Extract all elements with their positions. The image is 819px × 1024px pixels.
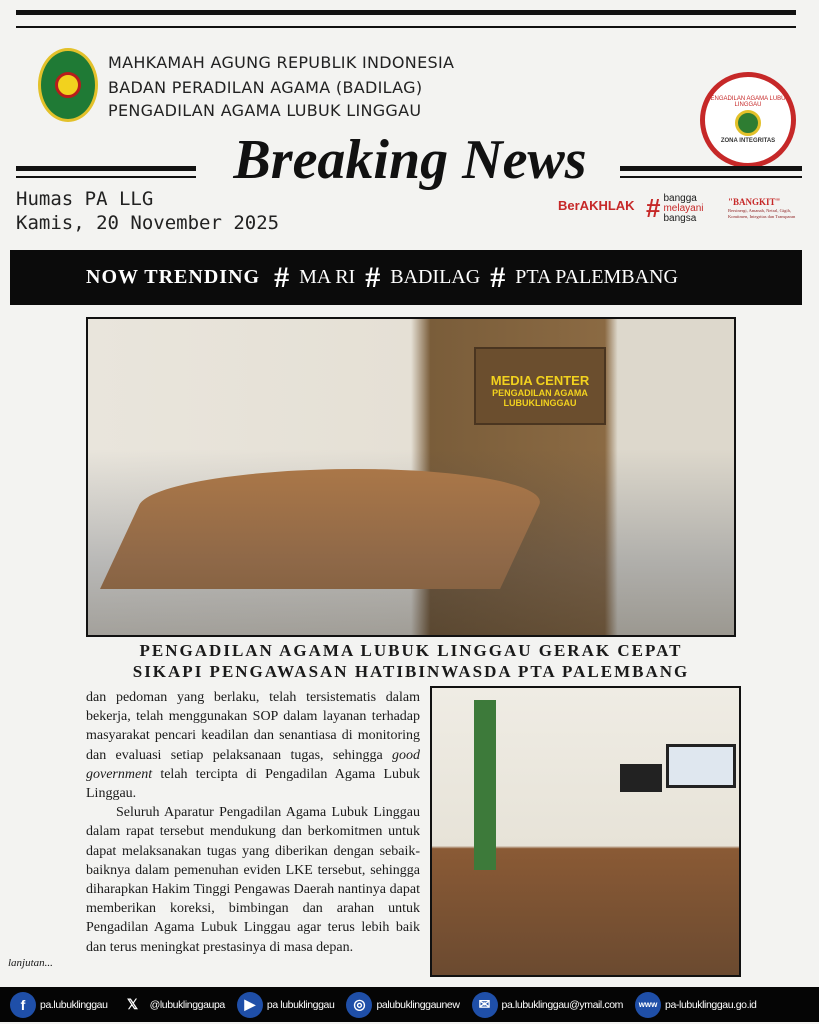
bangga-melayani-badge: [646, 194, 704, 224]
rule: [620, 166, 802, 171]
berakhlak-badge: BerAKHLAK: [558, 198, 635, 213]
bangkit-badge: "BANGKIT": [728, 197, 781, 207]
rule: [16, 176, 196, 178]
attendees: [88, 449, 736, 637]
youtube-icon: ▶: [237, 992, 263, 1018]
mail-icon: ✉: [472, 992, 498, 1018]
sign-text: PENGADILAN AGAMA: [492, 388, 588, 398]
rule: [620, 176, 802, 178]
hashtag-icon: #: [274, 260, 290, 294]
headline-line: SIKAPI PENGAWASAN HATIBINWASDA PTA PALEMBANG: [132, 662, 690, 681]
rule: [16, 166, 196, 171]
zona-integritas-seal: [700, 72, 796, 168]
mahkamah-agung-logo: [38, 48, 98, 122]
top-rule-thin: [16, 26, 796, 28]
author: Humas PA LLG: [16, 188, 154, 210]
paragraph: Seluruh Aparatur Pengadilan Agama Lubuk Linggau dalam rapat tersebut mendukung dan berkomitmen untuk dapat melaksanakan tugas yang diberikan dengan sebaik-baiknya dalam pemenuhan eviden LKE tersebut, sehingga diharapkan Hakim Tinggi Pengawas Daerah nantinya dapat memberikan koreksi, bimbingan dan arahan untuk Pengadilan Agama Lubuk Linggau agar terus lebih baik dan terus meningkat prestasinya di masa depan.: [86, 805, 420, 955]
seal-subtext: ZONA INTEGRITAS: [720, 138, 776, 144]
trending-label: NOW TRENDING: [86, 266, 261, 288]
media-center-sign: [474, 347, 606, 425]
article-headline: [86, 640, 736, 682]
trending-tag[interactable]: PTA PALEMBANG: [515, 266, 678, 288]
bangkit-subtext: Bersinergi, Amanah, Netral, Gigih, Komitmen, Integritas dan Transparan: [728, 208, 796, 219]
meeting-photo-main: [86, 317, 736, 637]
instagram-icon: ◎: [346, 992, 372, 1018]
article-body: [86, 688, 420, 957]
hashtag-icon: #: [365, 260, 381, 294]
paragraph: [86, 688, 420, 803]
x-icon: 𝕏: [126, 996, 139, 1012]
text: dan pedoman yang berlaku, telah tersistematis dalam bekerja, telah menggunakan SOP dalam layanan terhadap masyarakat pencari keadilan dan senantiasa di monitoring dan evaluasi setiap pelaksanaan tugas, sehingga: [86, 690, 420, 763]
trending-tag[interactable]: BADILAG: [390, 266, 481, 288]
headline-line: PENGADILAN AGAMA LUBUK LINGGAU GERAK CEPAT: [139, 641, 683, 660]
seal-text: PENGADILAN AGAMA LUBUK LINGGAU: [706, 96, 790, 108]
bangga-text: bangga: [663, 193, 697, 204]
hash-icon: #: [646, 193, 661, 223]
date: Kamis, 20 November 2025: [16, 212, 280, 234]
meeting-photo-secondary: [430, 686, 741, 977]
facebook-icon: f: [10, 992, 36, 1018]
footer-link[interactable]: pa.lubuklinggau@ymail.com: [501, 998, 624, 1011]
header-line-1: MAHKAMAH AGUNG REPUBLIK INDONESIA: [108, 53, 455, 72]
italic-text: good government: [86, 747, 420, 782]
tv-screen: [620, 764, 662, 792]
footer-link[interactable]: palubuklinggaunew: [376, 998, 460, 1011]
trending-tag[interactable]: MA RI: [299, 266, 356, 288]
header-line-3: PENGADILAN AGAMA LUBUK LINGGAU: [108, 101, 422, 120]
globe-icon: www: [635, 992, 661, 1018]
curtain: [474, 700, 496, 870]
header-line-2: BADAN PERADILAN AGAMA (BADILAG): [108, 78, 423, 97]
footer-link[interactable]: pa-lubuklinggau.go.id: [665, 998, 757, 1011]
hashtag-icon: #: [490, 260, 506, 294]
top-rule: [16, 10, 796, 15]
footer-contacts: [0, 987, 819, 1022]
breaking-news-title: Breaking News: [233, 129, 587, 191]
continued-label: lanjutan...: [8, 957, 53, 969]
trending-bar: [10, 250, 802, 305]
footer-link[interactable]: pa.lubuklinggau: [40, 998, 108, 1011]
footer-link[interactable]: pa lubuklinggau: [266, 998, 335, 1011]
tv-screen: [666, 744, 736, 788]
footer-link[interactable]: @lubuklinggaupa: [149, 998, 225, 1011]
sign-text: MEDIA CENTER: [490, 373, 590, 388]
bangsa-text: bangsa: [663, 213, 697, 224]
text: telah tercipta di Pengadilan Agama Lubuk Linggau.: [86, 766, 420, 802]
sign-text: LUBUKLINGGAU: [503, 398, 577, 408]
melayani-text: melayani: [663, 203, 704, 214]
